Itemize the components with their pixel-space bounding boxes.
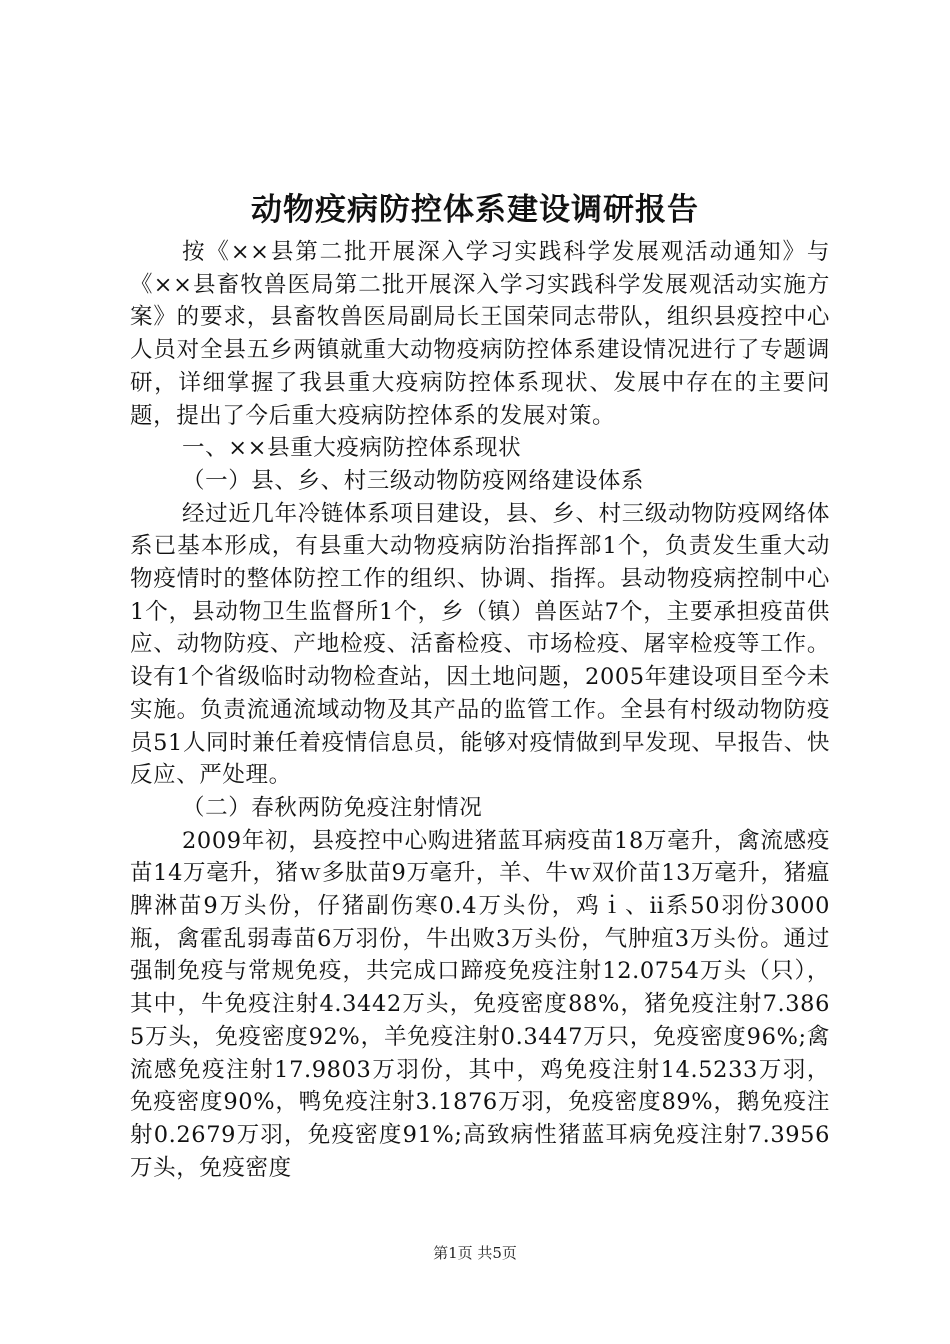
subsection-heading-1: （一）县、乡、村三级动物防疫网络建设体系 <box>182 467 645 494</box>
document-title: 动物疫病防控体系建设调研报告 <box>251 192 699 228</box>
vaccination-paragraph: 2009年初，县疫控中心购进猪蓝耳病疫苗18万毫升，禽流感疫苗14万毫升，猪ｗ多肽苗9万毫升，羊、牛ｗ双价苗13万毫升，猪瘟脾淋苗9万头份，仔猪副伤寒0.4万头份，鸡ｉ、ⅱ系50羽份3000瓶，禽霍乱弱毒苗6万羽份，牛出败3万头份，气肿疽3万头份。通过强制免疫与常规免疫，共完成口蹄疫免疫注射12.0754万头（只），其中，牛免疫注射4.3442万头，免疫密度88%，猪免疫注射7.3865万头，免疫密度92%，羊免疫注射0.3447万只，免疫密度96%;禽流感免疫注射17.9803万羽份，其中，鸡免疫注射14.5233万羽，免疫密度90%，鸭免疫注射3.1876万羽，免疫密度89%，鹅免疫注射0.2679万羽，免疫密度91%;高致病性猪蓝耳病免疫注射7.3956万头，免疫密度 <box>130 827 830 1181</box>
network-paragraph: 经过近几年冷链体系项目建设，县、乡、村三级动物防疫网络体系已基本形成，有县重大动物疫病防治指挥部1个，负责发生重大动物疫情时的整体防控工作的组织、协调、指挥。县动物疫病控制中心1个，县动物卫生监督所1个，乡（镇）兽医站7个，主要承担疫苗供应、动物防疫、产地检疫、活畜检疫、市场检疫、屠宰检疫等工作。设有1个省级临时动物检查站，因土地问题，2005年建设项目至今未实施。负责流通流域动物及其产品的监管工作。全县有村级动物防疫员51人同时兼任着疫情信息员，能够对疫情做到早发现、早报告、快反应、严处理。 <box>130 500 830 789</box>
subsection-heading-2: （二）春秋两防免疫注射情况 <box>182 794 483 821</box>
intro-paragraph: 按《××县第二批开展深入学习实践科学发展观活动通知》与《××县畜牧兽医局第二批开展深入学习实践科学发展观活动实施方案》的要求，县畜牧兽医局副局长王国荣同志带队，组织县疫控中心人员对全县五乡两镇就重大动物疫病防控体系建设情况进行了专题调研，详细掌握了我县重大疫病防控体系现状、发展中存在的主要问题，提出了今后重大疫病防控体系的发展对策。 <box>130 239 830 429</box>
document-body <box>130 236 830 1184</box>
section-heading-1: 一、××县重大疫病防控体系现状 <box>182 435 522 462</box>
page-footer: 第1页 共5页 <box>433 1244 517 1262</box>
